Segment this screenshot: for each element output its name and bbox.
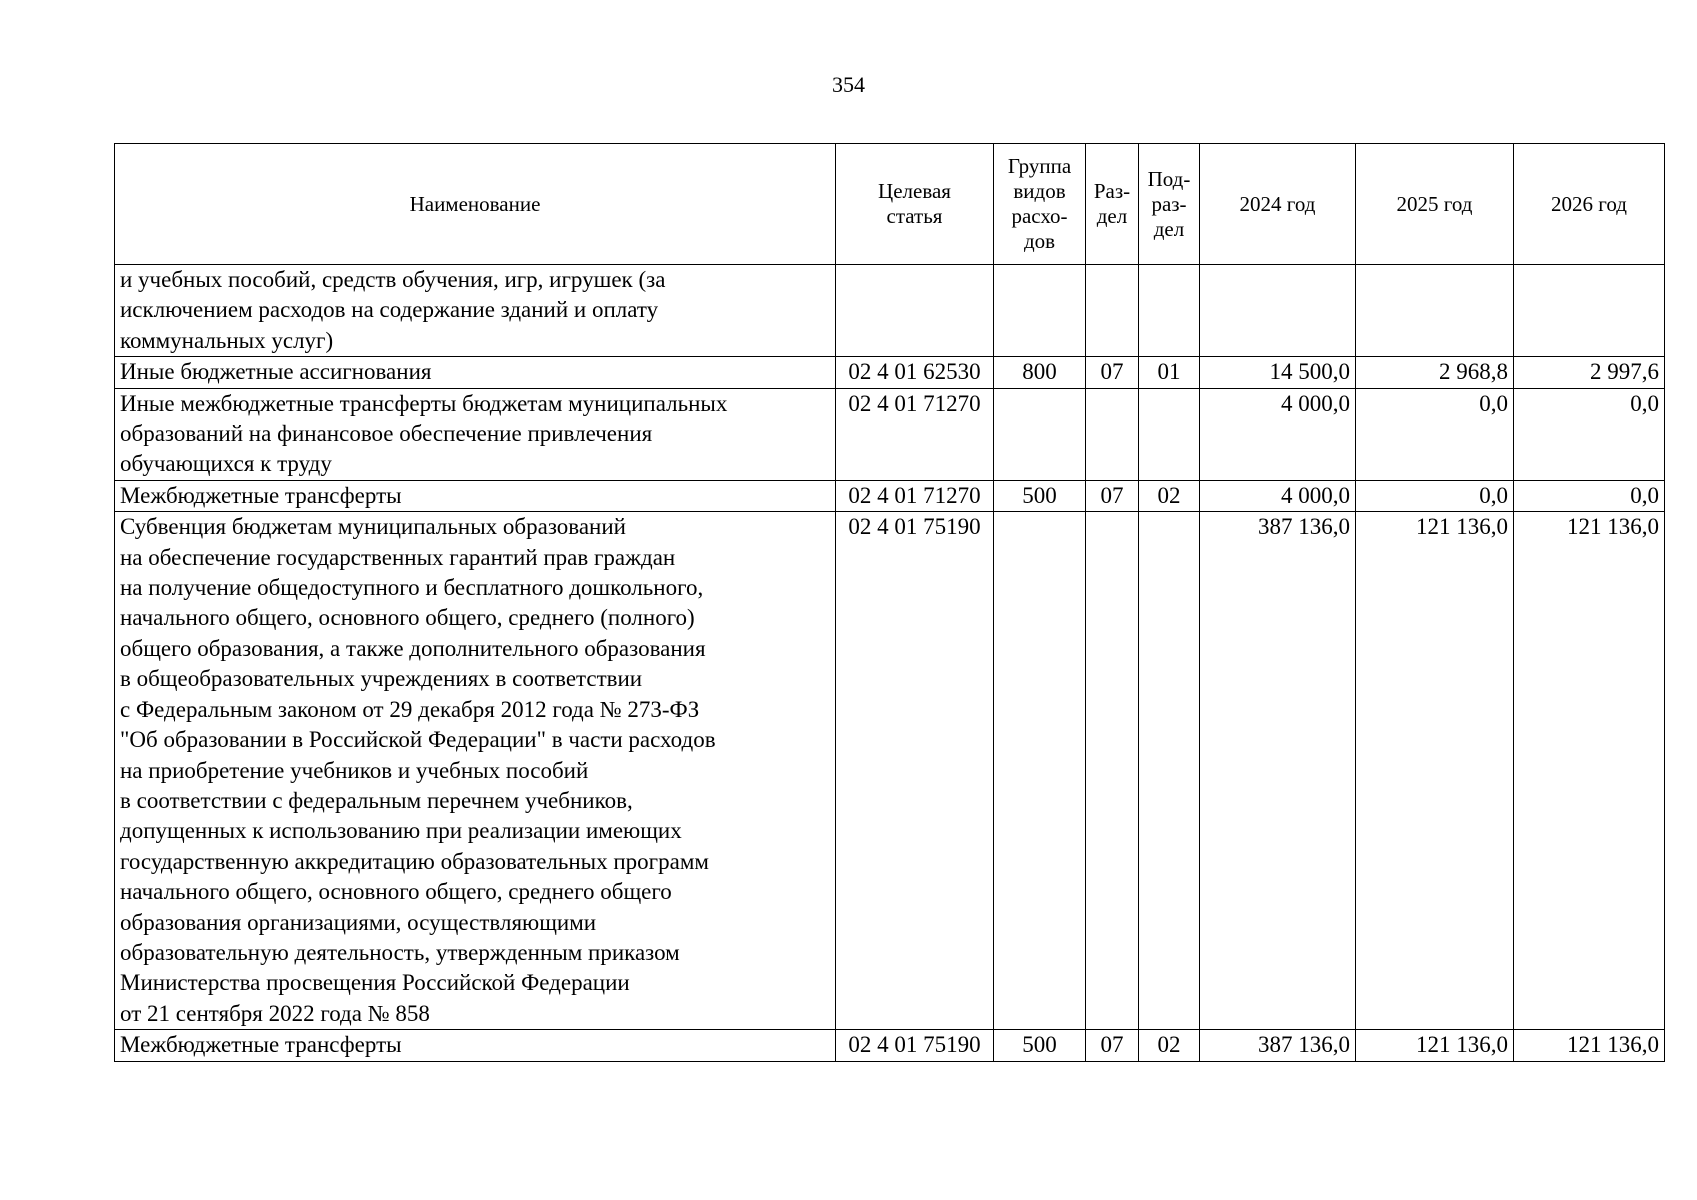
cell-year-2026: 0,0 — [1514, 480, 1665, 511]
cell-expense-group: 500 — [994, 1030, 1086, 1061]
cell-year-2026 — [1514, 265, 1665, 357]
cell-year-2024 — [1200, 265, 1356, 357]
cell-year-2026: 2 997,6 — [1514, 357, 1665, 388]
header-subsection: Под- раз- дел — [1139, 144, 1200, 265]
header-year-2024: 2024 год — [1200, 144, 1356, 265]
cell-section: 07 — [1086, 357, 1139, 388]
table-row — [115, 512, 1665, 1030]
table-header-row — [115, 144, 1665, 265]
cell-section: 07 — [1086, 1030, 1139, 1061]
cell-name: Иные бюджетные ассигнования — [115, 357, 836, 388]
cell-target-article: 02 4 01 62530 — [836, 357, 994, 388]
cell-expense-group: 500 — [994, 480, 1086, 511]
cell-year-2024: 4 000,0 — [1200, 388, 1356, 480]
header-name: Наименование — [115, 144, 836, 265]
cell-subsection: 01 — [1139, 357, 1200, 388]
cell-section — [1086, 512, 1139, 1030]
cell-target-article — [836, 265, 994, 357]
cell-year-2025: 0,0 — [1356, 480, 1514, 511]
cell-year-2026: 0,0 — [1514, 388, 1665, 480]
cell-expense-group — [994, 265, 1086, 357]
table-row — [115, 1030, 1665, 1061]
cell-expense-group — [994, 512, 1086, 1030]
cell-year-2024: 387 136,0 — [1200, 1030, 1356, 1061]
cell-year-2024: 4 000,0 — [1200, 480, 1356, 511]
cell-section — [1086, 265, 1139, 357]
cell-subsection — [1139, 388, 1200, 480]
header-year-2025: 2025 год — [1356, 144, 1514, 265]
cell-subsection: 02 — [1139, 1030, 1200, 1061]
cell-year-2026: 121 136,0 — [1514, 1030, 1665, 1061]
cell-target-article: 02 4 01 75190 — [836, 512, 994, 1030]
cell-subsection — [1139, 512, 1200, 1030]
table-row — [115, 388, 1665, 480]
header-expense-group: Группа видов расхо- дов — [994, 144, 1086, 265]
cell-subsection — [1139, 265, 1200, 357]
cell-year-2024: 14 500,0 — [1200, 357, 1356, 388]
cell-target-article: 02 4 01 71270 — [836, 388, 994, 480]
cell-name: Субвенция бюджетам муниципальных образований на обеспечение государственных гарантий прав граждан на получение общедоступного и бесплатного дошкольного, начального общего, основного общего, среднего (полного) общего образования, а также дополнительного образования в общеобразовательных учреждениях в соответствии с Федеральным законом от 29 декабря 2012 года № 273-ФЗ "Об образовании в Российской Федерации" в части расходов на приобретение учебников и учебных пособий в соответствии с федеральным перечнем учебников, допущенных к использованию при реализации имеющих государственную аккредитацию образовательных программ начального общего, основного общего, среднего общего образования организациями, осуществляющими образовательную деятельность, утвержденным приказом Министерства просвещения Российской Федерации от 21 сентября 2022 года № 858 — [115, 512, 836, 1030]
header-year-2026: 2026 год — [1514, 144, 1665, 265]
cell-target-article: 02 4 01 75190 — [836, 1030, 994, 1061]
header-target-article: Целевая статья — [836, 144, 994, 265]
cell-section — [1086, 388, 1139, 480]
table-row — [115, 357, 1665, 388]
cell-name: Иные межбюджетные трансферты бюджетам муниципальных образований на финансовое обеспечение привлечения обучающихся к труду — [115, 388, 836, 480]
page-number: 354 — [832, 72, 865, 97]
cell-year-2025: 121 136,0 — [1356, 1030, 1514, 1061]
cell-name: и учебных пособий, средств обучения, игр, игрушек (за исключением расходов на содержание зданий и оплату коммунальных услуг) — [115, 265, 836, 357]
cell-name: Межбюджетные трансферты — [115, 1030, 836, 1061]
cell-name: Межбюджетные трансферты — [115, 480, 836, 511]
cell-subsection: 02 — [1139, 480, 1200, 511]
cell-year-2024: 387 136,0 — [1200, 512, 1356, 1030]
cell-year-2025: 121 136,0 — [1356, 512, 1514, 1030]
cell-section: 07 — [1086, 480, 1139, 511]
cell-target-article: 02 4 01 71270 — [836, 480, 994, 511]
cell-year-2026: 121 136,0 — [1514, 512, 1665, 1030]
header-section: Раз- дел — [1086, 144, 1139, 265]
cell-year-2025: 2 968,8 — [1356, 357, 1514, 388]
budget-table — [114, 143, 1665, 1062]
table-row — [115, 265, 1665, 357]
cell-year-2025: 0,0 — [1356, 388, 1514, 480]
cell-expense-group — [994, 388, 1086, 480]
cell-year-2025 — [1356, 265, 1514, 357]
cell-expense-group: 800 — [994, 357, 1086, 388]
table-row — [115, 480, 1665, 511]
